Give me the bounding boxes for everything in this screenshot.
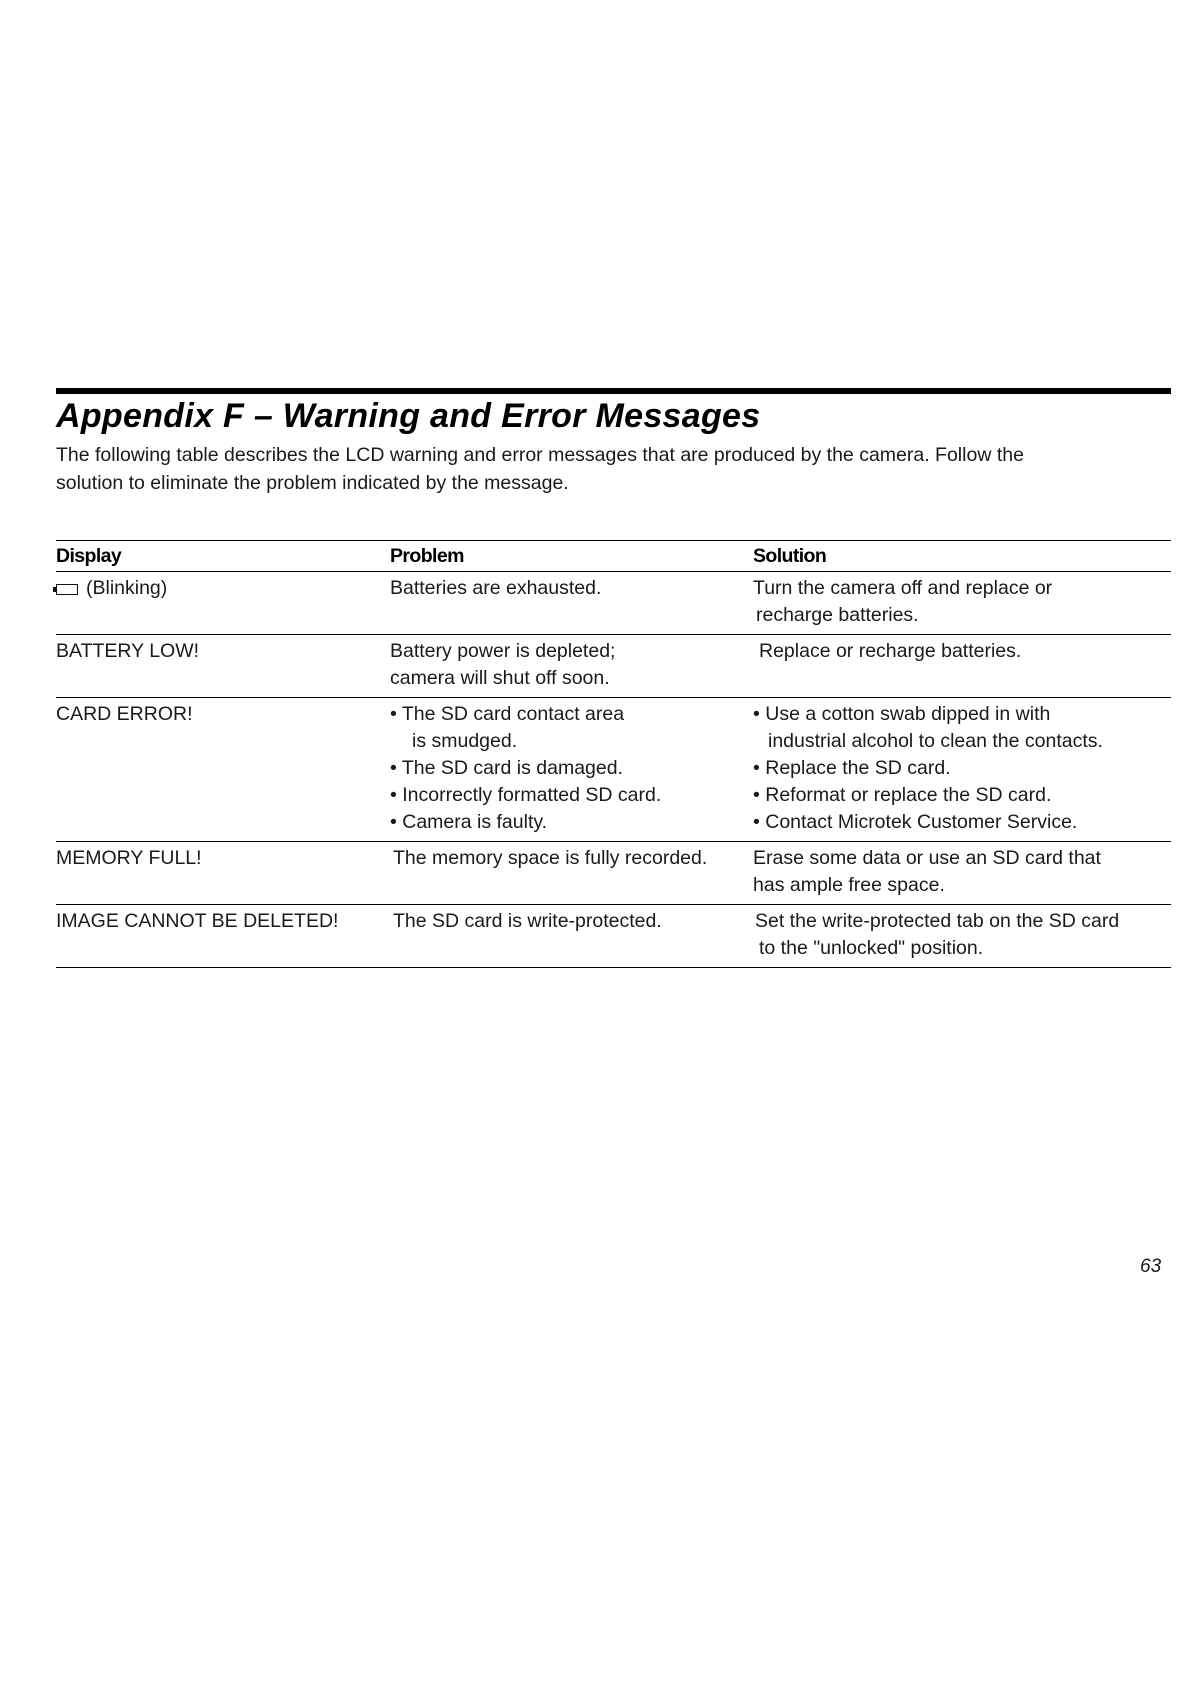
display-text: (Blinking) xyxy=(86,577,168,599)
problem-line: The memory space is fully recorded. xyxy=(393,847,708,869)
solution-line: to the "unlocked" position. xyxy=(759,937,984,959)
intro-line: solution to eliminate the problem indicated by the message. xyxy=(56,472,569,494)
cell-problem xyxy=(390,701,753,836)
header-problem: Problem xyxy=(390,544,464,567)
problem-line: • Incorrectly formatted SD card. xyxy=(390,784,662,806)
solution-line: Set the write-protected tab on the SD card xyxy=(755,910,1120,932)
solution-line: • Use a cotton swab dipped in with xyxy=(753,703,1051,725)
problem-line: camera will shut off soon. xyxy=(390,667,610,689)
cell-solution xyxy=(753,845,1171,899)
intro-line: The following table describes the LCD warning and error messages that are produced by the camera. Follow the xyxy=(56,444,1024,466)
solution-line: recharge batteries. xyxy=(756,604,919,626)
cell-display: BATTERY LOW! xyxy=(56,640,200,662)
table-row xyxy=(56,635,1171,698)
solution-line: has ample free space. xyxy=(753,874,945,896)
solution-line: Turn the camera off and replace or xyxy=(753,577,1053,599)
problem-line: • The SD card is damaged. xyxy=(390,757,624,779)
cell-problem xyxy=(390,908,753,962)
solution-line: • Contact Microtek Customer Service. xyxy=(753,811,1078,833)
header-display: Display xyxy=(56,544,122,567)
table-row xyxy=(56,698,1171,842)
battery-empty-icon xyxy=(56,584,78,595)
solution-line: • Reformat or replace the SD card. xyxy=(753,784,1052,806)
table-row xyxy=(56,842,1171,905)
table-row xyxy=(56,572,1171,635)
problem-line: is smudged. xyxy=(412,730,518,752)
cell-display: CARD ERROR! xyxy=(56,703,193,725)
cell-problem xyxy=(390,575,753,629)
title-rule xyxy=(56,388,1171,394)
intro-paragraph xyxy=(56,441,1171,497)
problem-line: • Camera is faulty. xyxy=(390,811,548,833)
cell-problem xyxy=(390,638,753,692)
cell-display: IMAGE CANNOT BE DELETED! xyxy=(56,910,339,932)
cell-solution xyxy=(753,575,1171,629)
problem-line: Battery power is depleted; xyxy=(390,640,616,662)
cell-solution xyxy=(753,701,1171,836)
solution-line: industrial alcohol to clean the contacts. xyxy=(768,730,1103,752)
cell-display xyxy=(56,575,390,629)
page-number: 63 xyxy=(1140,1256,1162,1277)
messages-table xyxy=(56,540,1171,968)
problem-line: Batteries are exhausted. xyxy=(390,577,602,599)
page-title: Appendix F – Warning and Error Messages xyxy=(56,397,761,435)
header-solution: Solution xyxy=(753,544,827,567)
cell-problem xyxy=(390,845,753,899)
cell-solution xyxy=(753,638,1171,692)
cell-display: MEMORY FULL! xyxy=(56,847,202,869)
cell-solution xyxy=(753,908,1171,962)
problem-line: The SD card is write-protected. xyxy=(393,910,662,932)
solution-line: Replace or recharge batteries. xyxy=(759,640,1022,662)
table-header xyxy=(56,541,1171,572)
problem-line: • The SD card contact area xyxy=(390,703,625,725)
solution-line: • Replace the SD card. xyxy=(753,757,951,779)
table-row xyxy=(56,905,1171,968)
solution-line: Erase some data or use an SD card that xyxy=(753,847,1101,869)
